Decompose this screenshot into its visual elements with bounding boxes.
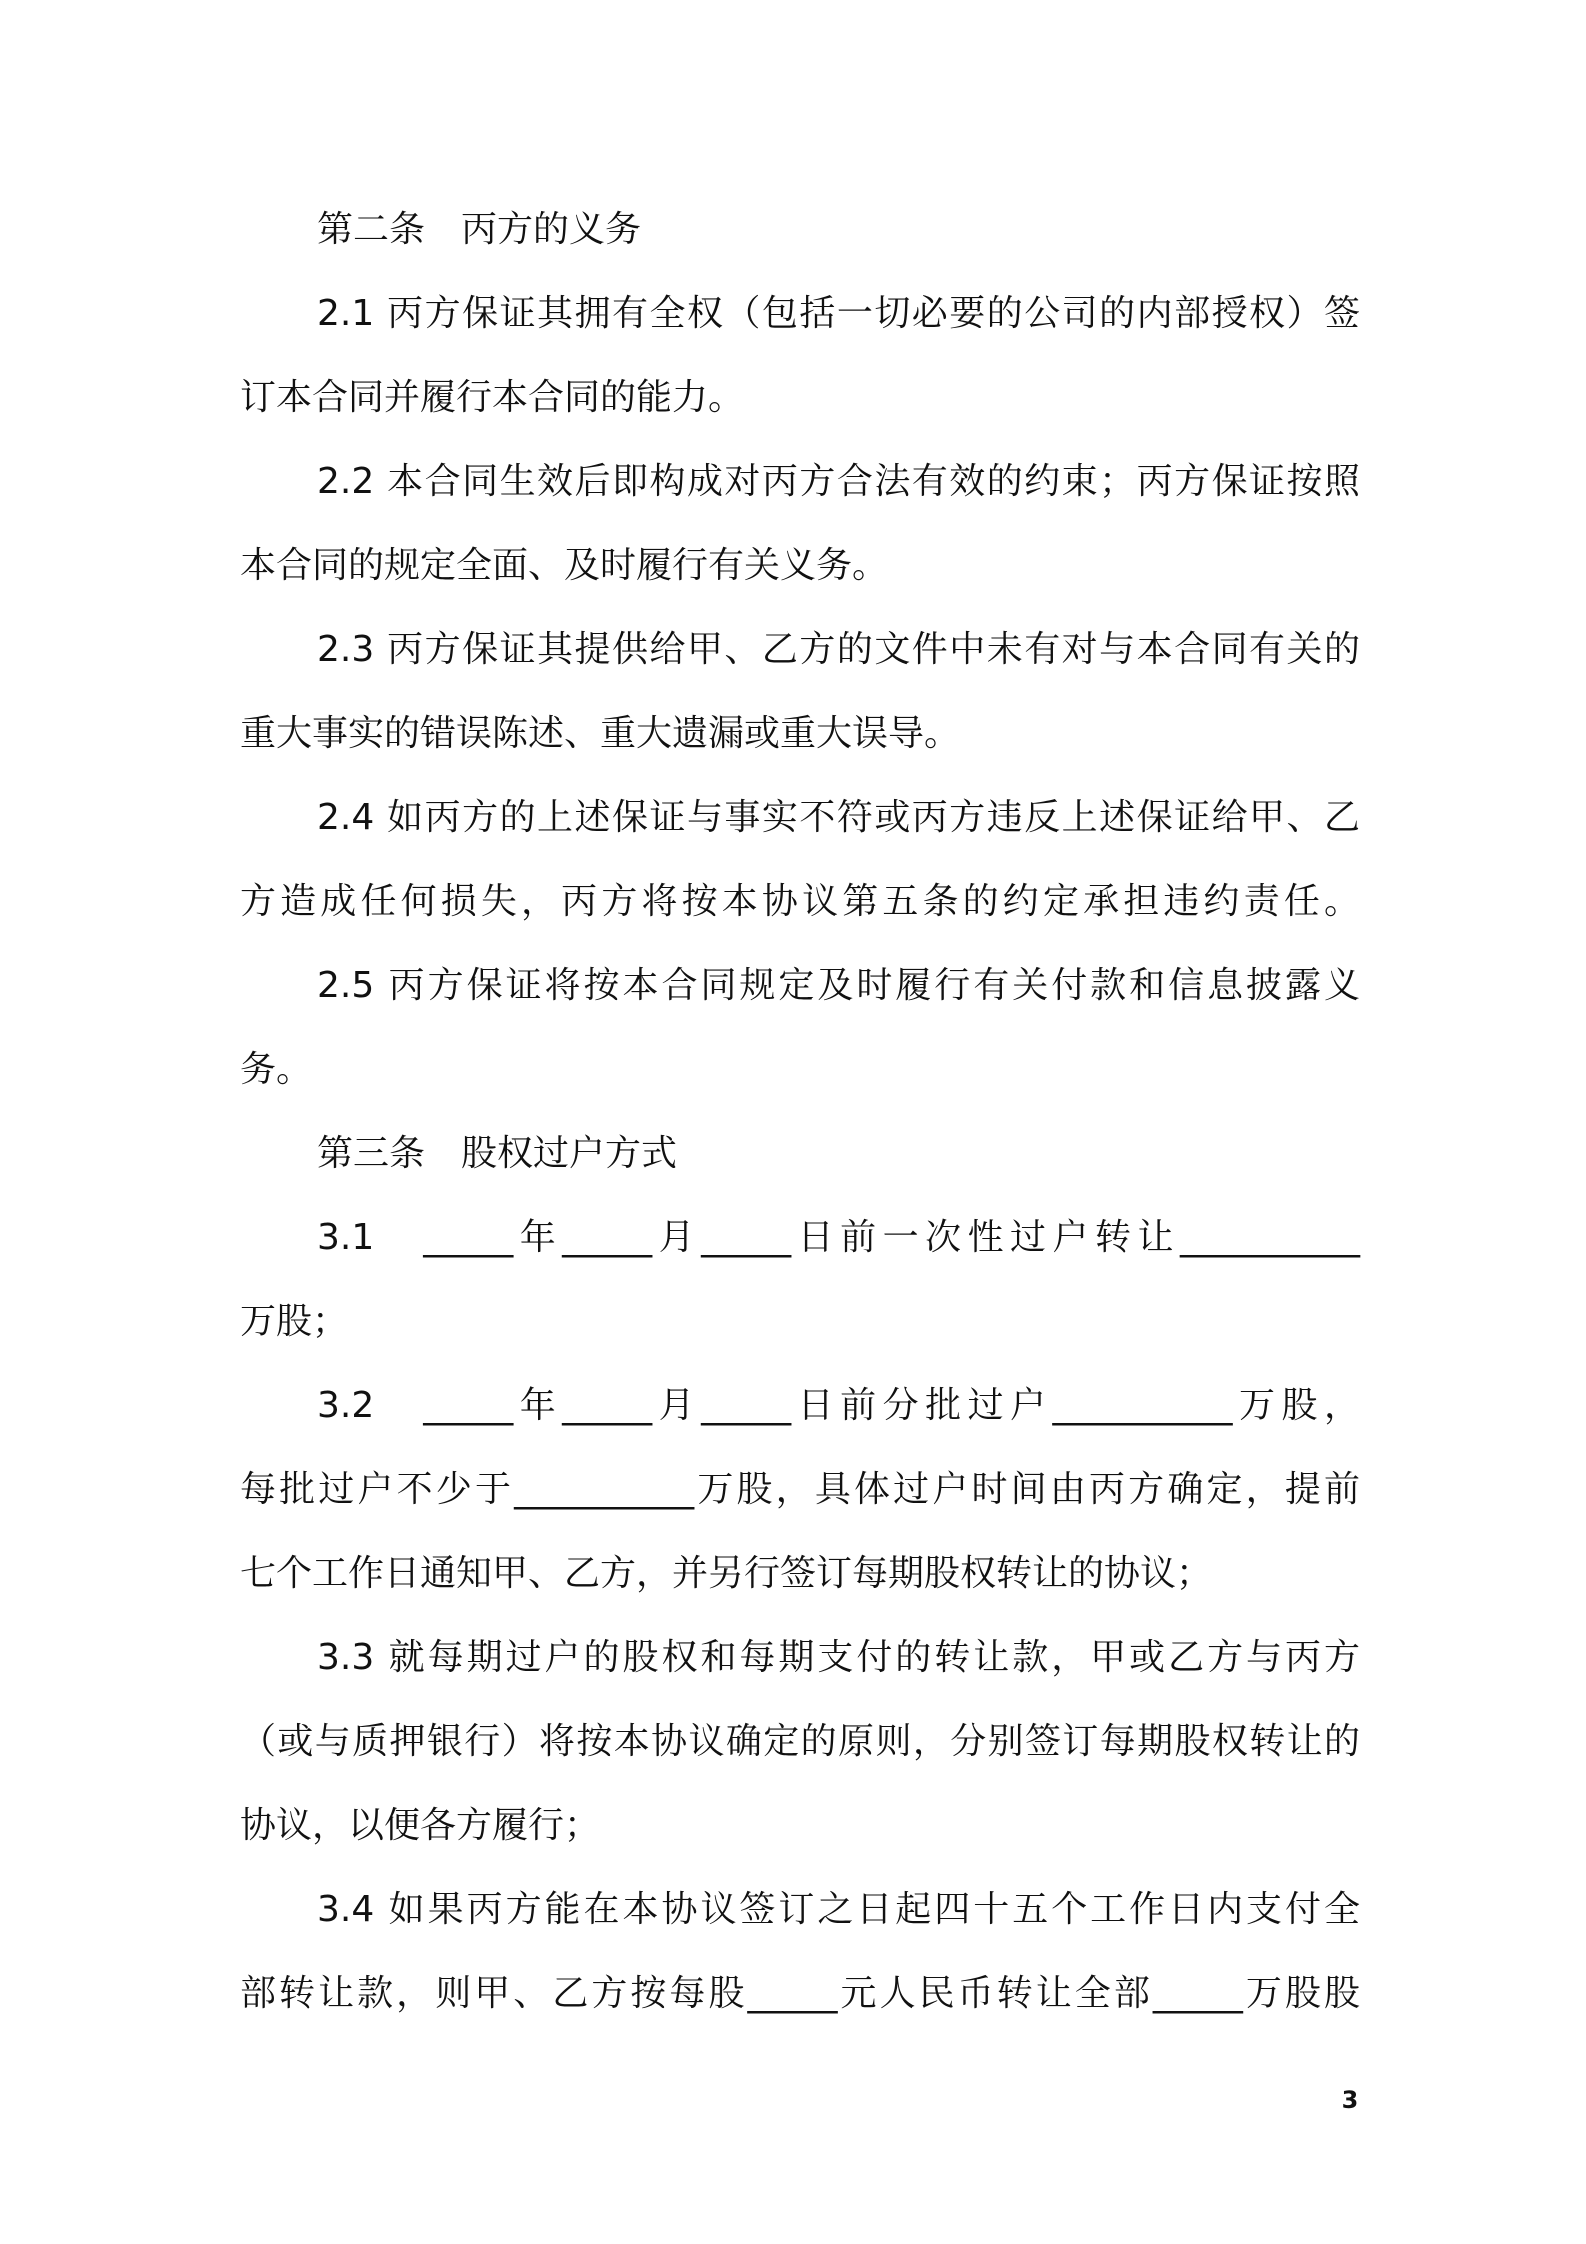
article-2-heading: 第二条 丙方的义务 <box>317 209 642 250</box>
clause-3-1-line-1: 3.1 _____年_____月_____日前一次性过户转让__________ <box>317 1217 1360 1258</box>
clause-2-1-line-2: 订本合同并履行本合同的能力。 <box>240 377 745 418</box>
clause-2-1-line-1: 2.1 丙方保证其拥有全权（包括一切必要的公司的内部授权）签 <box>317 293 1360 334</box>
clause-2-5-line-1: 2.5 丙方保证将按本合同规定及时履行有关付款和信息披露义 <box>317 965 1360 1006</box>
clause-2-4-line-2: 方造成任何损失，丙方将按本协议第五条的约定承担违约责任。 <box>240 881 1360 922</box>
clause-3-2-line-3: 七个工作日通知甲、乙方，并另行签订每期股权转让的协议； <box>240 1553 1213 1594</box>
page-number: 3 <box>1341 2086 1359 2114</box>
clause-3-4-line-2: 部转让款，则甲、乙方按每股_____元人民币转让全部_____万股股 <box>240 1973 1360 2014</box>
clause-3-3-line-2: （或与质押银行）将按本协议确定的原则，分别签订每期股权转让的 <box>240 1721 1360 1762</box>
clause-3-2-line-2: 每批过户不少于__________万股，具体过户时间由丙方确定，提前 <box>240 1469 1360 1510</box>
article-3-heading: 第三条 股权过户方式 <box>317 1133 678 1174</box>
clause-3-4-line-1: 3.4 如果丙方能在本协议签订之日起四十五个工作日内支付全 <box>317 1889 1360 1930</box>
clause-3-1-line-2: 万股； <box>240 1301 349 1342</box>
clause-2-5-line-2: 务。 <box>240 1049 313 1090</box>
clause-3-3-line-3: 协议，以便各方履行； <box>240 1805 601 1846</box>
clause-2-2-line-1: 2.2 本合同生效后即构成对丙方合法有效的约束；丙方保证按照 <box>317 461 1360 502</box>
clause-2-4-line-1: 2.4 如丙方的上述保证与事实不符或丙方违反上述保证给甲、乙 <box>317 797 1360 838</box>
clause-2-3-line-1: 2.3 丙方保证其提供给甲、乙方的文件中未有对与本合同有关的 <box>317 629 1360 670</box>
clause-2-2-line-2: 本合同的规定全面、及时履行有关义务。 <box>240 545 889 586</box>
clause-3-3-line-1: 3.3 就每期过户的股权和每期支付的转让款，甲或乙方与丙方 <box>317 1637 1360 1678</box>
clause-3-2-line-1: 3.2 _____年_____月_____日前分批过户__________万股， <box>317 1385 1360 1426</box>
clause-2-3-line-2: 重大事实的错误陈述、重大遗漏或重大误导。 <box>240 713 961 754</box>
